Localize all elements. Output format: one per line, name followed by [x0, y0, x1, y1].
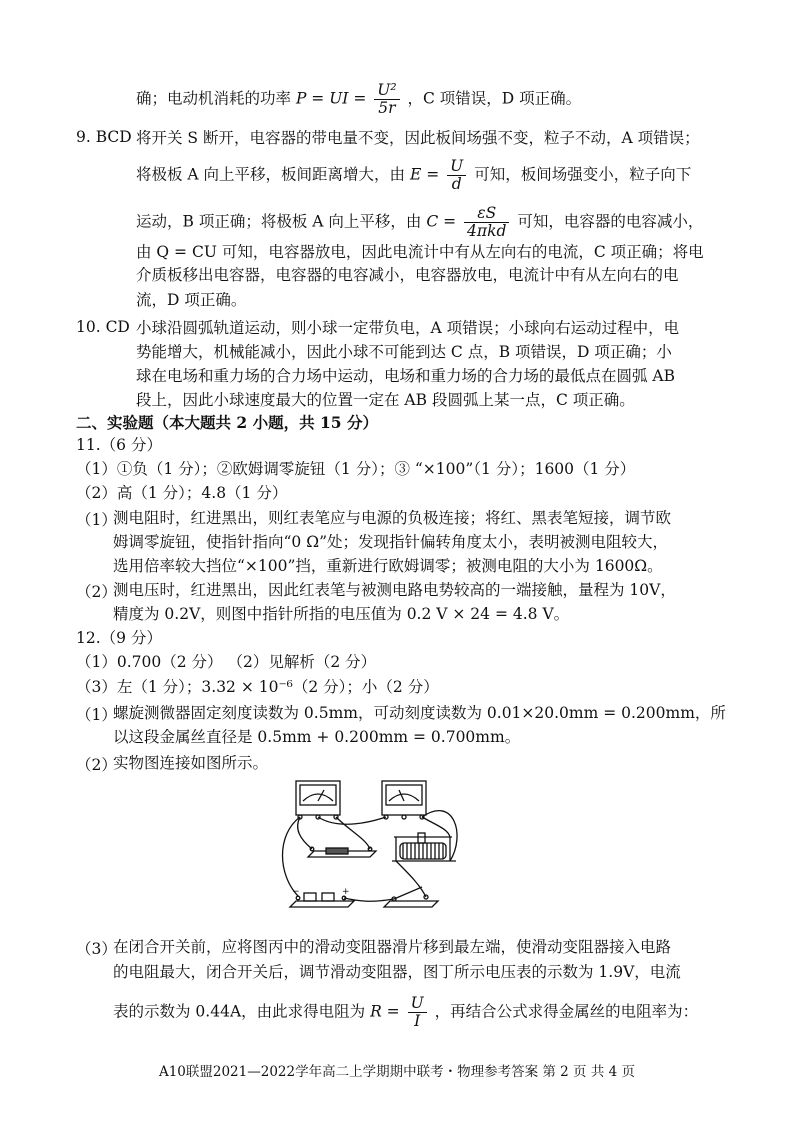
text-line: 将开关 S 断开，电容器的带电量不变，因此板间场强不变，粒子不动，A 项错误；	[136, 129, 700, 147]
formula: P = UI =	[295, 89, 367, 108]
text-line: 流，D 项正确。	[136, 291, 247, 309]
text-line: 实物图连接如图所示。	[113, 754, 269, 772]
wire	[298, 817, 312, 849]
page-footer: A10联盟2021—2022学年高二上学期期中联考・物理参考答案 第 2 页 共 4 页	[158, 1064, 636, 1080]
text-line: 测电压时，红进黑出，因此红表笔与被测电路电势较高的一端接触，量程为 10V，	[113, 581, 676, 599]
text-line: 测电阻时，红进黑出，则红表笔应与电源的负极连接；将红、黑表笔短接，调节欧	[113, 509, 672, 527]
text-line: 以这段金属丝直径是 0.5mm + 0.200mm = 0.700mm。	[113, 728, 521, 746]
fraction	[408, 995, 427, 1030]
wire	[283, 817, 301, 896]
question-number-10: 10. CD	[76, 318, 130, 336]
text-span: 可知，板间场强变小，粒子向下	[474, 165, 692, 184]
text-line	[136, 158, 691, 193]
text-line: 螺旋测微器固定刻度读数为 0.5mm，可动刻度读数为 0.01×20.0mm = 0.200mm，所	[113, 704, 726, 722]
formula: C =	[426, 212, 457, 231]
text-span: 运动，B 项正确；将极板 A 向上平移，由	[136, 212, 422, 231]
circuit-diagram	[270, 775, 480, 915]
fraction-denominator: d	[451, 175, 462, 193]
fraction	[447, 158, 466, 193]
fraction-numerator: U	[408, 995, 427, 1013]
battery-minus-label: −	[292, 887, 300, 897]
formula: R =	[370, 1002, 400, 1021]
text-line: 选用倍率较大挡位“×100”挡，重新进行欧姆调零；被测电阻的大小为 1600Ω。	[113, 557, 663, 575]
answer-line: （1）0.700（2 分） （2）见解析（2 分）	[76, 653, 377, 671]
answer-line: （2）高（1 分）；4.8（1 分）	[76, 484, 288, 502]
text-line: 介质板移出电容器，电容器的电容减小，电容器放电，电流计中有从左向右的电	[136, 266, 679, 284]
section-heading: 二、实验题（本大题共 2 小题，共 15 分）	[76, 413, 378, 432]
wire	[422, 817, 450, 837]
item-label: （2）	[76, 756, 117, 774]
question-number-9: 9. BCD	[76, 128, 132, 146]
text-line	[136, 205, 703, 240]
fraction-numerator: U	[447, 158, 466, 176]
fraction-numerator: U²	[374, 82, 399, 100]
text-line: 由 Q = CU 可知，电容器放电，因此电流计中有从左向右的电流，C 项正确；将电	[136, 243, 704, 261]
text-span: 确；电动机消耗的功率	[136, 89, 292, 108]
question-heading-12: 12.（9 分）	[76, 629, 162, 647]
answer-line: （1）①负（1 分）；②欧姆调零旋钮（1 分）；③ “×100”（1 分）；1600（1 分）	[76, 460, 636, 478]
formula: E =	[410, 165, 440, 184]
fraction	[464, 205, 509, 240]
question-heading-11: 11.（6 分）	[76, 436, 162, 454]
text-line: 的电阻最大，闭合开关后，调节滑动变阻器，图丁所示电压表的示数为 1.9V，电流	[113, 963, 681, 981]
text-line: 势能增大，机械能减小，因此小球不可能到达 C 点，B 项错误，D 项正确；小	[136, 343, 672, 361]
ammeter-icon	[296, 781, 340, 819]
text-span: 将极板 A 向上平移，板间距离增大，由	[136, 165, 406, 184]
battery-plus-label: +	[342, 887, 350, 897]
wire	[318, 817, 386, 824]
text-line: 姆调零旋钮，使指针指向“0 Ω”处；发现指针偏转角度太小，表明被测电阻较大，	[113, 533, 668, 551]
text-span: ，再结合公式求得金属丝的电阻率为：	[434, 1002, 699, 1021]
text-line: 小球沿圆弧轨道运动，则小球一定带负电，A 项错误；小球向右运动过程中，电	[136, 319, 680, 337]
item-label: （3）	[76, 940, 117, 958]
item-label: （1）	[76, 706, 117, 724]
fraction-denominator: 5r	[378, 99, 396, 117]
text-line: 球在电场和重力场的合力场中运动，电场和重力场的合力场的最低点在圆弧 AB	[136, 367, 676, 385]
rheostat-icon	[392, 833, 456, 861]
text-line	[113, 995, 698, 1030]
fraction-numerator: εS	[464, 205, 509, 223]
fraction-denominator: I	[414, 1012, 421, 1030]
item-label: （1）	[76, 511, 117, 529]
fraction-denominator: 4πkd	[467, 222, 507, 240]
text-span: 可知，电容器的电容减小，	[517, 212, 704, 231]
text-line: 在闭合开关前，应将图丙中的滑动变阻器滑片移到最左端，使滑动变阻器接入电路	[113, 938, 672, 956]
text-span: ，C 项错误，D 项正确。	[407, 89, 582, 108]
voltmeter-icon	[382, 781, 426, 819]
text-line: 段上，因此小球速度最大的位置一定在 AB 段圆弧上某一点，C 项正确。	[136, 391, 635, 409]
switch-icon	[384, 887, 438, 907]
fraction	[374, 82, 399, 117]
metal-wire-resistor-icon	[308, 847, 376, 857]
answer-line: （3）左（1 分）；3.32 × 10⁻⁶（2 分）；小（2 分）	[76, 678, 439, 696]
wire	[336, 817, 370, 849]
item-label: （2）	[76, 583, 117, 601]
text-line	[136, 82, 581, 117]
text-span: 表的示数为 0.44A，由此求得电阻为	[113, 1002, 366, 1021]
text-line: 精度为 0.2V，则图中指针所指的电压值为 0.2 V × 24 = 4.8 V。	[113, 605, 570, 623]
